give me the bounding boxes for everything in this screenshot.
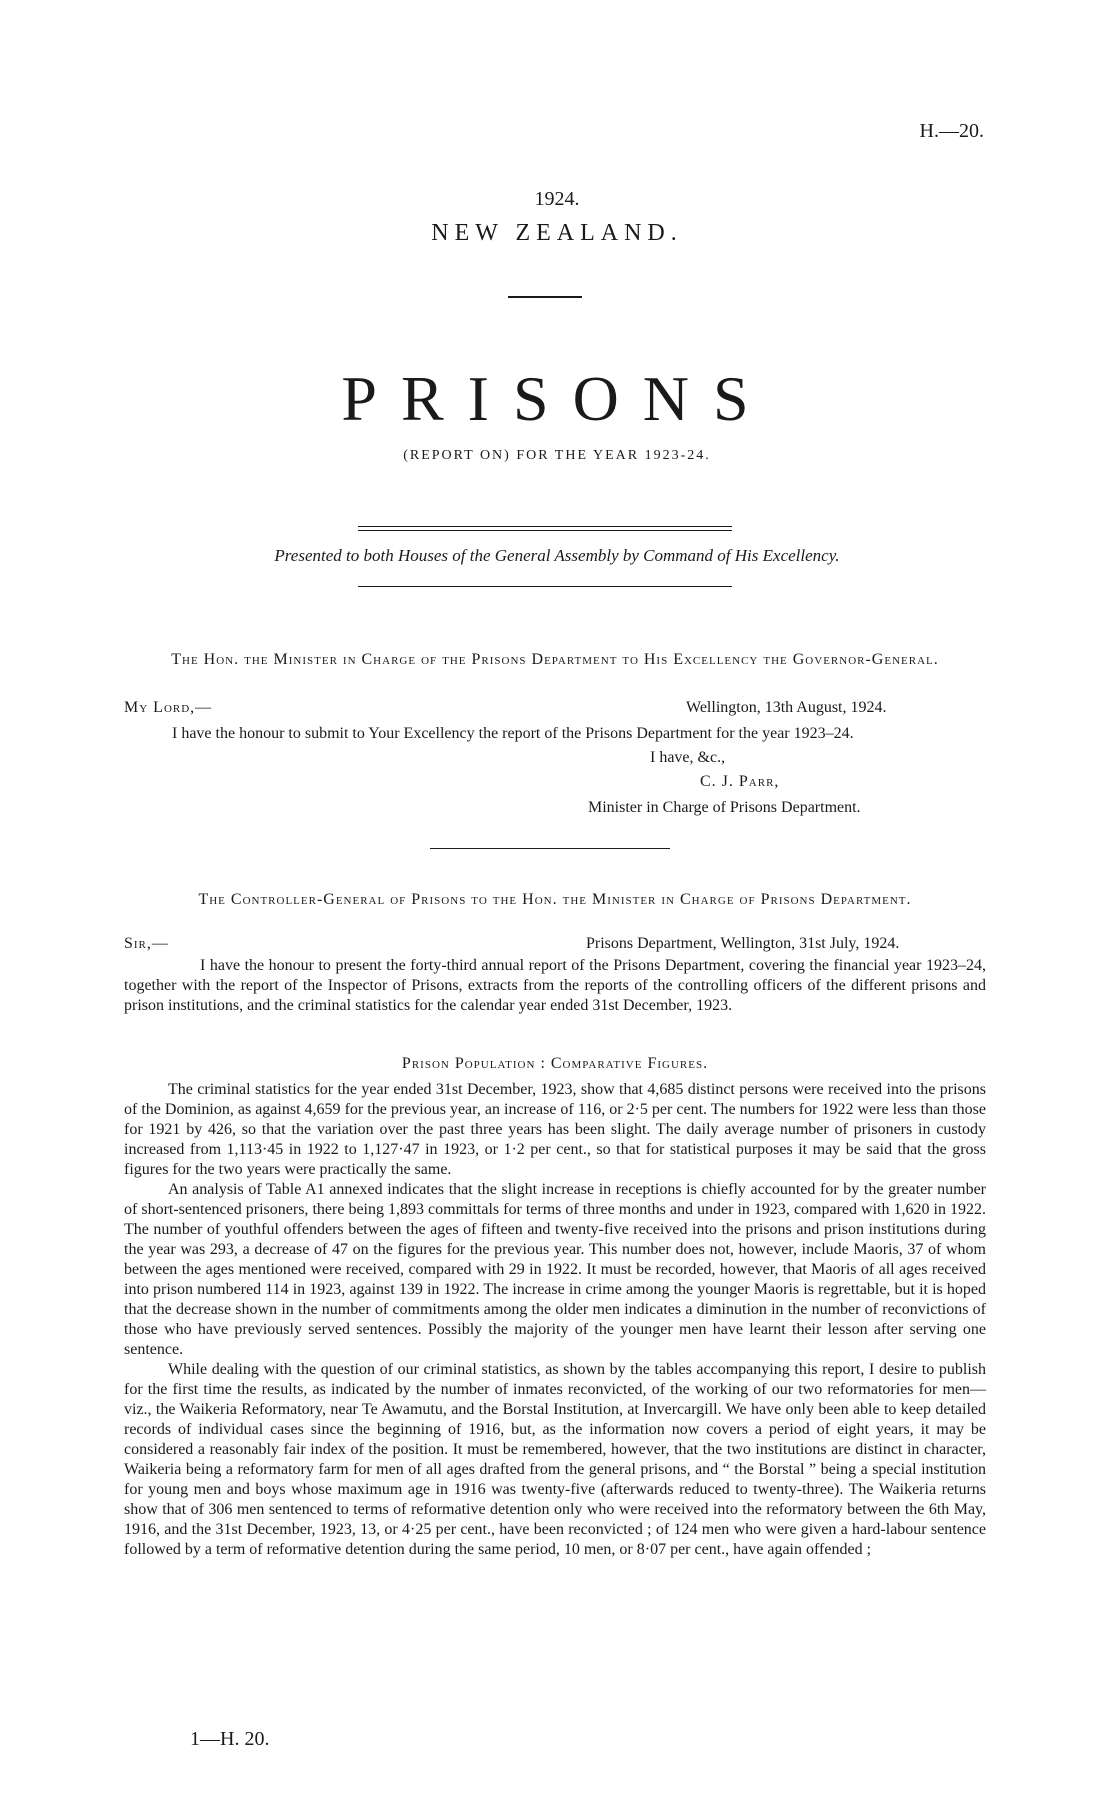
section-heading: Prison Population : Comparative Figures.: [401, 1055, 709, 1072]
letter1-signer: C. J. Parr,: [700, 773, 780, 790]
divider-double-top: [358, 526, 732, 527]
presented-line: Presented to both Houses of the General Assembly by Command of His Excellency.: [274, 546, 840, 565]
paragraph-analysis: An analysis of Table A1 annexed indicates that the slight increase in receptions is chiefly accounted for by the greater number of short-sentenced prisoners, there being 1,893 committals for terms of three months and under in 1923, compared with 1,620 in 1922. The number of youthful offenders between the ages of fifteen and twenty-five received into the prisons and prison institutions during the year was 293, a decrease of 47 on the figures for the previous year. This number does not, however, include Maoris, 37 of whom between the ages mentioned were received, compared with 29 in 1922. It must be recorded, however, that Maoris of all ages received into prison numbered 114 in 1923, against 139 in 1922. The increase in crime among the younger Maoris is regrettable, but it is hoped that the decrease shown in the number of commitments among the older men indicates a diminution in the number of reconvictions of those who have previously served sentences. Possibly the majority of the younger men have learnt their lesson after serving one sentence.: [124, 1181, 986, 1358]
letter2-place-date: Prisons Department, Wellington, 31st July, 1924.: [586, 935, 900, 952]
letter2-body: I have the honour to present the forty-third annual report of the Prisons Department, covering the financial year 1923–24, together with the report of the Inspector of Prisons, extracts from the reports of the controlling officers of the different prisons and prison institutions, and the criminal statistics for the calendar year ended 31st December, 1923.: [124, 957, 986, 1014]
letter2-salutation: Sir,—: [124, 935, 169, 952]
letter1-address: The Hon. the Minister in Charge of the Prisons Department to His Excellency the Governor-General.: [171, 651, 939, 668]
divider-letters: [430, 848, 670, 849]
divider-double-top-2: [358, 530, 732, 531]
footer-mark: 1—H. 20.: [190, 1728, 270, 1750]
letter1-signer-title: Minister in Charge of Prisons Department.: [588, 799, 861, 816]
paragraph-reformatories: While dealing with the question of our criminal statistics, as shown by the tables accompanying this report, I desire to publish for the first time the results, as indicated by the number of inmates reconvicted, of the working of our two reformatories for men—viz., the Waikeria Reformatory, near Te Awamutu, and the Borstal Institution, at Invercargill. We have only been able to keep detailed records of individual cases since the beginning of 1916, but, as the information now covers a period of eight years, it may be considered a reasonably fair index of the position. It must be remembered, however, that the two institutions are distinct in character, Waikeria being a reformatory farm for men of all ages drafted from the general prisons, and “ the Borstal ” being a special institution for young men and boys whose maximum age in 1916 was twenty-five (afterwards reduced to twenty-three). The Waikeria returns show that of 306 men sentenced to terms of reformative detention only who were received into the reformatory between the 6th May, 1916, and the 31st December, 1923, 13, or 4·25 per cent., have been reconvicted ; of 124 men who were given a hard-labour sentence followed by a term of reformative detention during the same period, 10 men, or 8·07 per cent., have again offended ;: [124, 1361, 986, 1558]
letter1-place-date: Wellington, 13th August, 1924.: [686, 699, 887, 716]
paper-reference: H.—20.: [919, 120, 984, 142]
paragraph-population: The criminal statistics for the year ended 31st December, 1923, show that 4,685 distinct persons were received into the prisons of the Dominion, as against 4,659 for the previous year, an increase of 116, or 2·5 per cent. The numbers for 1922 were less than those for 1921 by 426, so that the variation over the past three years has been slight. The daily average number of prisoners in custody increased from 1,113·45 in 1922 to 1,127·47 in 1923, or 1·2 per cent., so that for statistical purposes it may be said that the gross figures for the two years were practically the same.: [124, 1081, 986, 1178]
letter1-body: I have the honour to submit to Your Excellency the report of the Prisons Department for the year 1923–24.: [172, 725, 854, 742]
section-body: [124, 1080, 986, 1560]
page-title: PRISONS: [341, 363, 773, 434]
letter1-close: I have, &c.,: [650, 749, 726, 766]
divider-short: [508, 296, 582, 298]
letter1-salutation: My Lord,—: [124, 699, 213, 716]
document-year: 1924.: [534, 188, 580, 210]
country-heading: NEW ZEALAND.: [431, 220, 683, 246]
page-subtitle: (REPORT ON) FOR THE YEAR 1923-24.: [403, 448, 711, 463]
letter2-address: The Controller-General of Prisons to the Hon. the Minister in Charge of Prisons Department.: [198, 891, 912, 908]
divider-double-bottom: [358, 586, 732, 587]
